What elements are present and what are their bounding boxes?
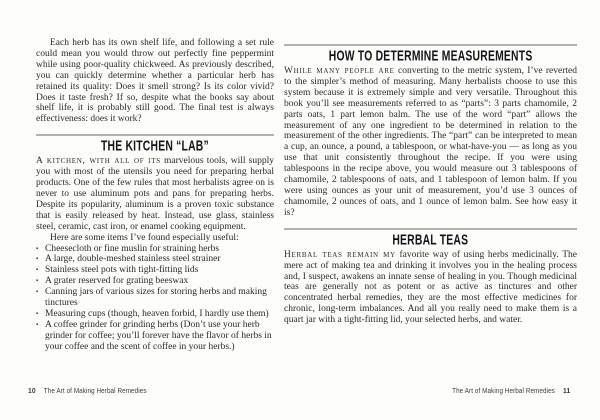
- list-item: ▪ A large, double-meshed stainless steel strainer: [36, 254, 274, 265]
- list-item: ▪ Cheesecloth or fine muslin for straining herbs: [36, 244, 274, 255]
- list-item: ▪ A grater reserved for grating beeswax: [36, 276, 274, 287]
- list-intro: Here are some items I’ve found especially useful:: [50, 232, 239, 243]
- section-rule: [284, 228, 577, 230]
- section-title-text: THE KITCHEN “LAB”: [101, 136, 209, 154]
- section-title-measurements: [284, 48, 577, 63]
- left-page: [36, 38, 274, 382]
- section-title-text: HERBAL TEAS: [392, 230, 469, 248]
- herbal-teas-paragraph: [284, 250, 577, 326]
- list-item: ▪ Canning jars of various sizes for storing herbs and making tinctures: [36, 287, 274, 309]
- right-page: [284, 44, 577, 378]
- section-title-herbal-teas: [284, 232, 577, 247]
- list-item: ▪ A coffee grinder for grinding herbs (Don’t use your herb grinder for coffee; you’ll forever have the flavor of herbs in your coffee and the scent of coffee in your herbs.): [36, 320, 274, 353]
- page-footer-right: [452, 387, 570, 396]
- intro-paragraph: Each herb has its own shelf life, and following a set rule could mean you would throw out perfectly fine peppermint while using poor-quality chickweed. As previously described, you can quickly determine whether a particular herb has retained its quality: Does it smell strong? Is its color vivid? Does it taste fresh? If so, despite what the books say about shelf life, it is probably still good. The final test is always effectiveness: does it work?: [36, 38, 274, 125]
- running-title: The Art of Making Herbal Remedies: [43, 388, 147, 395]
- small-caps-lead-in: Herbal teas remain my: [284, 249, 396, 260]
- page-number: 10: [28, 386, 36, 395]
- measurements-paragraph-body: converting to the metric system, I’ve reverted to the simpler’s method of measuring. Many herbalists choose to use this system because it is extremely simple and very versatile. Throughout this book you’ll see measurements referred to as “parts”: 3 parts chamomile, 2 parts oats, 1 part lemon balm. The use of the word “part” allows the measurement of any one ingredient to be determined in relation to the measurement of the other ingredients. The “part” can be interpreted to mean a cup, an ounce, a pound, a tablespoon, or what-have-you — as long as you use that unit consistently throughout the recipe. If you were using tablespoons in the recipe above, you would measure out 3 tablespoons of chamomile, 2 tablespoons of oats, and 1 tablespoon of lemon balm. If you were using ounces as your unit of measurement, you’d use 3 ounces of chamomile, 2 ounces of oats, and 1 ounce of lemon balm. See how easy it is?: [284, 66, 577, 218]
- page-footer-left: [28, 387, 147, 396]
- section-title-text: HOW TO DETERMINE MEASUREMENTS: [328, 46, 533, 64]
- kitchen-paragraph-body: marvelous tools, will supply you with most of the utensils you need for preparing herbal products. One of the few rules that most herbalists agree on is never to use aluminum pots and pans for preparing herbs. Despite its popularity, aluminum is a proven toxic substance that is easily released by heat. Instead, use glass, stainless steel, ceramic, cast iron, or enamel cooking equipment.: [36, 156, 274, 232]
- page-number: 11: [562, 386, 570, 395]
- kitchen-paragraph: [36, 156, 274, 232]
- useful-items-list: [36, 244, 274, 353]
- small-caps-lead-in: A kitchen, with all of its: [36, 156, 161, 167]
- herbal-teas-paragraph-body: favorite way of using herbs medicinally. The mere act of making tea and drinking it involves you in the healing process and, I suspect, awakens an innate sense of healing in you. Though medicinal teas are generally not as potent or as active as tinctures and other concentrated herbal remedies, they are the most effective medicines for chronic, long-term imbalances. And all you really need to make them is a quart jar with a tight-fitting lid, your selected herbs, and water.: [284, 249, 577, 326]
- running-title: The Art of Making Herbal Remedies: [451, 388, 555, 395]
- small-caps-lead-in: While many people are: [284, 66, 395, 76]
- section-title-kitchen-lab: [36, 138, 274, 153]
- measurements-paragraph: [284, 66, 577, 219]
- list-item: ▪ Stainless steel pots with tight-fitting lids: [36, 265, 274, 276]
- list-item: ▪ Measuring cups (though, heaven forbid, I hardly use them): [36, 309, 274, 320]
